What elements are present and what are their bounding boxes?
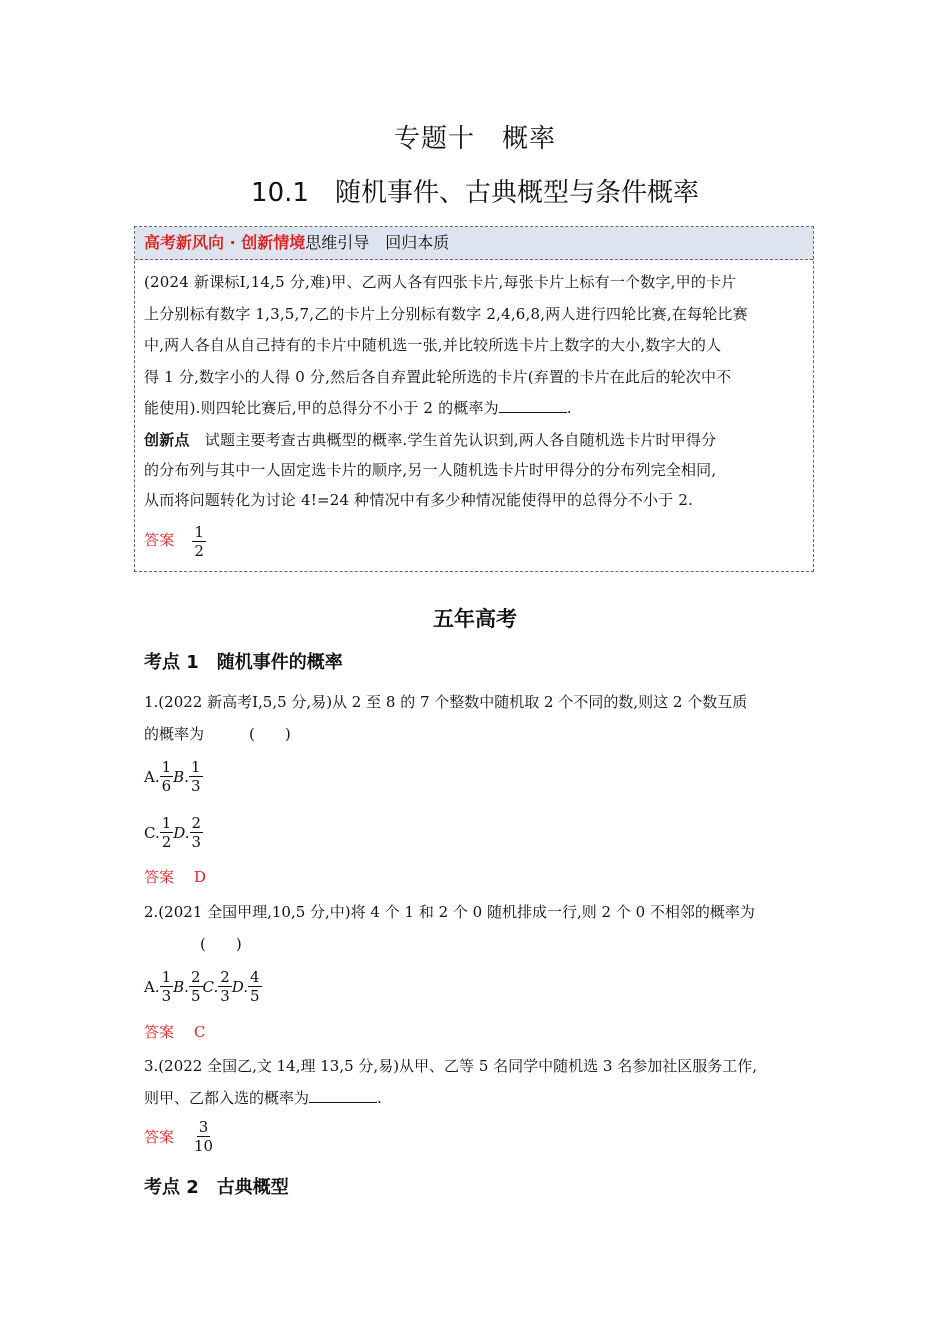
option-a-label: A. <box>144 767 160 786</box>
question-text: 1.(2022 新高考Ⅰ,5,5 分,易)从 2 至 8 的 7 个整数中随机取 2 个不同的数,则这 2 个数互质 <box>144 693 748 711</box>
section-subtitle: 10.1 随机事件、古典概型与条件概率 <box>251 178 699 208</box>
fraction-denominator: 3 <box>220 987 230 1005</box>
fraction-denominator: 2 <box>194 541 205 560</box>
question-2 <box>144 896 814 960</box>
answer-blank <box>499 398 567 413</box>
insight-line: 的分布列与其中一人固定选卡片的顺序,另一人随机选卡片时甲得分的分布列完全相同, <box>144 460 717 479</box>
option-c-fraction <box>160 814 174 851</box>
fraction-numerator: 1 <box>190 758 201 776</box>
question-text-part: 则甲、乙都入选的概率为 <box>144 1089 310 1107</box>
question-text <box>144 1082 814 1114</box>
option-d-label: D. <box>231 977 249 996</box>
question-3 <box>144 1050 814 1114</box>
fraction-denominator: 6 <box>161 777 172 795</box>
question-1 <box>144 686 814 750</box>
answer-label: 答案 <box>144 1128 175 1146</box>
answer-label: 答案 <box>144 531 175 550</box>
box-header <box>135 227 813 260</box>
topic-heading: 考点 1 随机事件的概率 <box>144 652 343 673</box>
question-text: 的概率为 ( ) <box>144 725 291 743</box>
option-b-fraction <box>189 968 203 1005</box>
answer-value: C <box>194 1023 206 1041</box>
innovation-box <box>134 226 814 572</box>
box-header-text: 思维引导 回归本质 <box>305 233 450 252</box>
answer-row <box>144 866 206 887</box>
fraction-denominator: 5 <box>250 987 260 1005</box>
box-body <box>144 267 805 560</box>
fraction-numerator: 2 <box>220 968 230 986</box>
page-title: 专题十 概率 <box>393 124 556 154</box>
box-answer <box>144 523 805 560</box>
box-header-highlight: 高考新风向 · 创新情境 <box>144 233 306 252</box>
option-a-fraction <box>160 758 174 795</box>
fraction-numerator: 1 <box>161 968 172 986</box>
period: . <box>566 399 572 417</box>
option-b-fraction <box>189 758 203 795</box>
options-row <box>144 968 262 1005</box>
option-d-fraction <box>248 968 262 1005</box>
insight-line: 从而将问题转化为讨论 4!=24 种情况中有多少种情况能使得甲的总得分不小于 2. <box>144 490 694 509</box>
problem-line: (2024 新课标Ⅰ,14,5 分,难)甲、乙两人各有四张卡片,每张卡片上标有一个数字,甲的卡片 <box>144 273 737 291</box>
option-a-fraction <box>160 968 174 1005</box>
fraction-numerator: 1 <box>161 758 172 776</box>
fraction-numerator: 1 <box>161 814 172 832</box>
fraction-denominator: 3 <box>161 987 172 1005</box>
fraction-denominator: 3 <box>190 777 201 795</box>
topic-heading: 考点 2 古典概型 <box>144 1177 289 1198</box>
answer-row <box>144 1021 206 1042</box>
question-text: 3.(2022 全国乙,文 14,理 13,5 分,易)从甲、乙等 5 名同学中随机选 3 名参加社区服务工作, <box>144 1057 757 1075</box>
fraction-numerator: 4 <box>250 968 260 986</box>
answer-fraction <box>192 523 206 560</box>
option-d-fraction <box>190 814 204 851</box>
section-title: 五年高考 <box>433 607 517 631</box>
fraction-denominator: 2 <box>161 833 172 851</box>
fraction-numerator: 3 <box>198 1118 209 1136</box>
fraction-denominator: 10 <box>194 1137 214 1155</box>
answer-blank <box>309 1088 377 1103</box>
insight-label: 创新点 <box>144 430 190 449</box>
answer-value: D <box>194 868 207 886</box>
answer-label: 答案 <box>144 1023 175 1041</box>
fraction-numerator: 1 <box>194 522 205 541</box>
fraction-numerator: 2 <box>190 968 201 986</box>
answer-label: 答案 <box>144 868 175 886</box>
fraction-denominator: 5 <box>190 987 201 1005</box>
fraction-numerator: 2 <box>191 814 202 832</box>
fraction-denominator: 3 <box>191 833 202 851</box>
problem-line: 中,两人各自从自己持有的卡片中随机选一张,并比较所选卡片上数字的大小,数字大的人 <box>144 336 722 354</box>
options-row <box>144 814 203 851</box>
problem-line-text: 能使用).则四轮比赛后,甲的总得分不小于 2 的概率为 <box>144 399 499 417</box>
problem-line: 得 1 分,数字小的人得 0 分,然后各自弃置此轮所选的卡片(弃置的卡片在此后的轮次中不 <box>144 367 732 386</box>
option-b-label: B. <box>173 767 189 786</box>
option-c-label: C. <box>202 977 219 996</box>
insight-line <box>144 425 805 455</box>
option-c-fraction <box>218 968 232 1005</box>
options-row <box>144 758 203 795</box>
problem-line <box>144 393 805 425</box>
option-d-label: D. <box>173 823 190 842</box>
option-b-label: B. <box>173 977 189 996</box>
answer-fraction <box>192 1118 215 1155</box>
question-text: ( ) <box>200 935 242 953</box>
problem-line: 上分别标有数字 1,3,5,7,乙的卡片上分别标有数字 2,4,6,8,两人进行四轮比赛,在每轮比赛 <box>144 304 748 323</box>
option-a-label: A. <box>144 977 160 996</box>
insight-text: 试题主要考查古典概型的概率.学生首先认识到,两人各自随机选卡片时甲得分 <box>189 430 717 449</box>
question-text: 2.(2021 全国甲理,10,5 分,中)将 4 个 1 和 2 个 0 随机排成一行,则 2 个 0 不相邻的概率为 <box>144 903 755 921</box>
option-c-label: C. <box>144 823 160 842</box>
period: . <box>377 1089 382 1107</box>
answer-row <box>144 1118 215 1155</box>
